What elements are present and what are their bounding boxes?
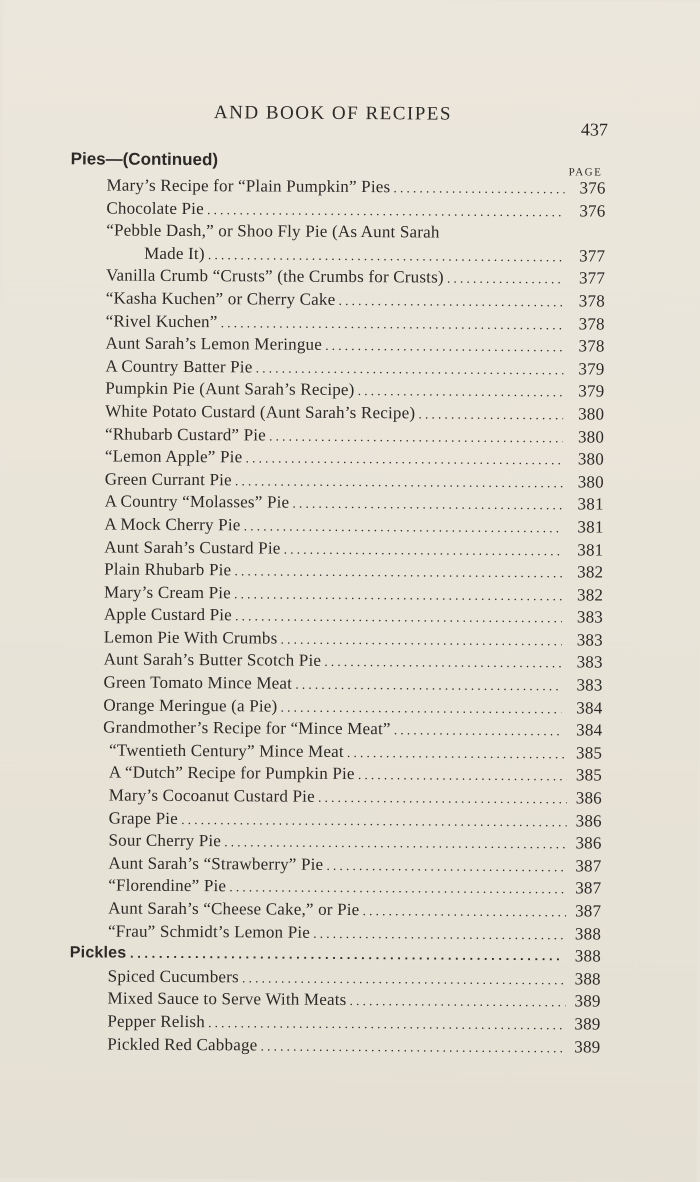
entry-title: Pumpkin Pie (Aunt Sarah’s Recipe) . . . xyxy=(105,378,563,404)
entry-page-number: 387 xyxy=(575,856,602,876)
entry-page-number: 383 xyxy=(576,630,603,650)
entry-title: Plain Rhubarb Pie . . . xyxy=(104,559,562,585)
entry-title: “Rhubarb Custard” Pie . . . xyxy=(105,423,563,449)
entry-page-number: 383 xyxy=(576,675,603,695)
entry-page-number: 376 xyxy=(579,200,606,221)
entry-title: Aunt Sarah’s Lemon Meringue . . . xyxy=(105,333,563,359)
entry-page-number: 383 xyxy=(576,607,604,627)
entry-page-number: 378 xyxy=(578,291,605,311)
entry-title: Aunt Sarah’s Butter Scotch Pie . . . xyxy=(104,649,562,675)
entry-title: Pickled Red Cabbage . . . xyxy=(107,1033,565,1059)
entry-title: Grape Pie . . . xyxy=(109,807,567,833)
entry-page-number: 381 xyxy=(577,494,604,514)
entry-title: “Kasha Kuchen” or Cherry Cake . . . xyxy=(106,287,564,313)
entry-page-number: 388 xyxy=(574,923,602,944)
entry-title: A “Dutch” Recipe for Pumpkin Pie . . . xyxy=(109,762,567,788)
entry-title: Grandmother’s Recipe for “Mince Meat” . . . xyxy=(103,717,561,743)
entry-title: “Twentieth Century” Mince Meat . . . xyxy=(109,739,567,765)
entry-title: Mary’s Cream Pie . . . xyxy=(104,581,562,607)
entry-title: Apple Custard Pie . . . xyxy=(104,604,562,630)
entry-page-number: 385 xyxy=(576,743,603,763)
entry-title: “Rivel Kuchen” . . . xyxy=(106,310,564,336)
index-entries xyxy=(0,174,700,1059)
entry-page-number: 380 xyxy=(578,404,605,424)
entry-title: Sour Cherry Pie . . . xyxy=(108,830,566,856)
entry-page-number: 379 xyxy=(578,381,605,401)
entry-page-number: 384 xyxy=(576,698,603,718)
entry-page-number: 385 xyxy=(575,765,603,785)
entry-page-number: 386 xyxy=(575,833,602,853)
entry-page-number: 376 xyxy=(579,178,606,198)
entry-title: Pepper Relish . . . xyxy=(107,1010,565,1036)
entry-page-number: 377 xyxy=(579,246,606,266)
entry-page-number: 379 xyxy=(578,359,605,379)
entry-title: Mixed Sauce to Serve With Meats . . . xyxy=(107,988,565,1014)
entry-title: Aunt Sarah’s “Strawberry” Pie . . . xyxy=(108,852,566,878)
entry-title: Lemon Pie With Crumbs . . . xyxy=(104,626,562,652)
entry-page-number: 378 xyxy=(578,336,605,356)
entry-title: Vanilla Crumb “Crusts” (the Crumbs for Crusts) . . . xyxy=(106,265,564,291)
entry-title: Green Tomato Mince Meat . . . xyxy=(103,672,561,698)
entry-page-number: 380 xyxy=(577,449,605,469)
entry-page-number: 377 xyxy=(578,268,606,288)
entry-page-number: 386 xyxy=(575,811,602,831)
entry-title: Aunt Sarah’s Custard Pie . . . xyxy=(104,536,562,562)
entry-title: Spiced Cucumbers . . . xyxy=(108,965,566,991)
entry-page-number: 380 xyxy=(577,426,605,447)
entry-page-number: 388 xyxy=(574,969,601,989)
entry-page-number: 384 xyxy=(576,720,603,740)
entry-page-number: 380 xyxy=(577,472,604,492)
entry-page-number: 381 xyxy=(577,539,604,560)
page-number: 437 xyxy=(580,119,608,140)
entry-title: “Frau” Schmidt’s Lemon Pie . . . xyxy=(108,920,566,946)
entry-page-number: 383 xyxy=(576,652,603,673)
entry-title: Mary’s Recipe for “Plain Pumpkin” Pies . . . xyxy=(106,175,564,201)
entry-page-number: 389 xyxy=(574,991,601,1011)
entry-title: Pickles . . . xyxy=(70,942,560,968)
entry-title: “Florendine” Pie . . . xyxy=(108,875,566,901)
entry-page-number: 381 xyxy=(577,517,604,537)
entry-title: White Potato Custard (Aunt Sarah’s Recipe) . . . xyxy=(105,400,563,426)
running-title: AND BOOK OF RECIPES xyxy=(213,102,453,125)
entry-title: “Lemon Apple” Pie . . . xyxy=(105,446,563,472)
entry-page-number: 389 xyxy=(574,1014,601,1034)
page-column-label: PAGE xyxy=(568,166,603,179)
entry-page-number: 389 xyxy=(574,1036,601,1057)
entry-title: Green Currant Pie . . . xyxy=(105,468,563,494)
entry-page-number: 387 xyxy=(575,878,602,898)
entry-page-number: 386 xyxy=(575,788,602,808)
section-heading: Pies—(Continued) xyxy=(70,149,219,170)
entry-title: “Pebble Dash,” or Shoo Fly Pie (As Aunt Sarah xyxy=(106,220,440,242)
entry-title: A Country “Molasses” Pie . . . xyxy=(105,491,563,517)
entry-page-number: 387 xyxy=(575,901,602,921)
entry-title: Aunt Sarah’s “Cheese Cake,” or Pie . . . xyxy=(108,898,566,924)
entry-title: Chocolate Pie . . . xyxy=(106,197,564,223)
entry-title: Mary’s Cocoanut Custard Pie . . . xyxy=(109,785,567,811)
entry-page-number: 388 xyxy=(574,946,601,966)
entry-page-number: 378 xyxy=(578,313,605,334)
entry-title: Orange Meringue (a Pie) . . . xyxy=(103,694,561,720)
index-entry xyxy=(0,1032,697,1059)
entry-page-number: 382 xyxy=(577,562,604,582)
entry-title: Made It) . . . xyxy=(144,243,564,269)
entry-title: A Country Batter Pie . . . xyxy=(105,355,563,381)
entry-page-number: 382 xyxy=(576,585,604,605)
entry-title: A Mock Cherry Pie . . . xyxy=(104,513,562,539)
